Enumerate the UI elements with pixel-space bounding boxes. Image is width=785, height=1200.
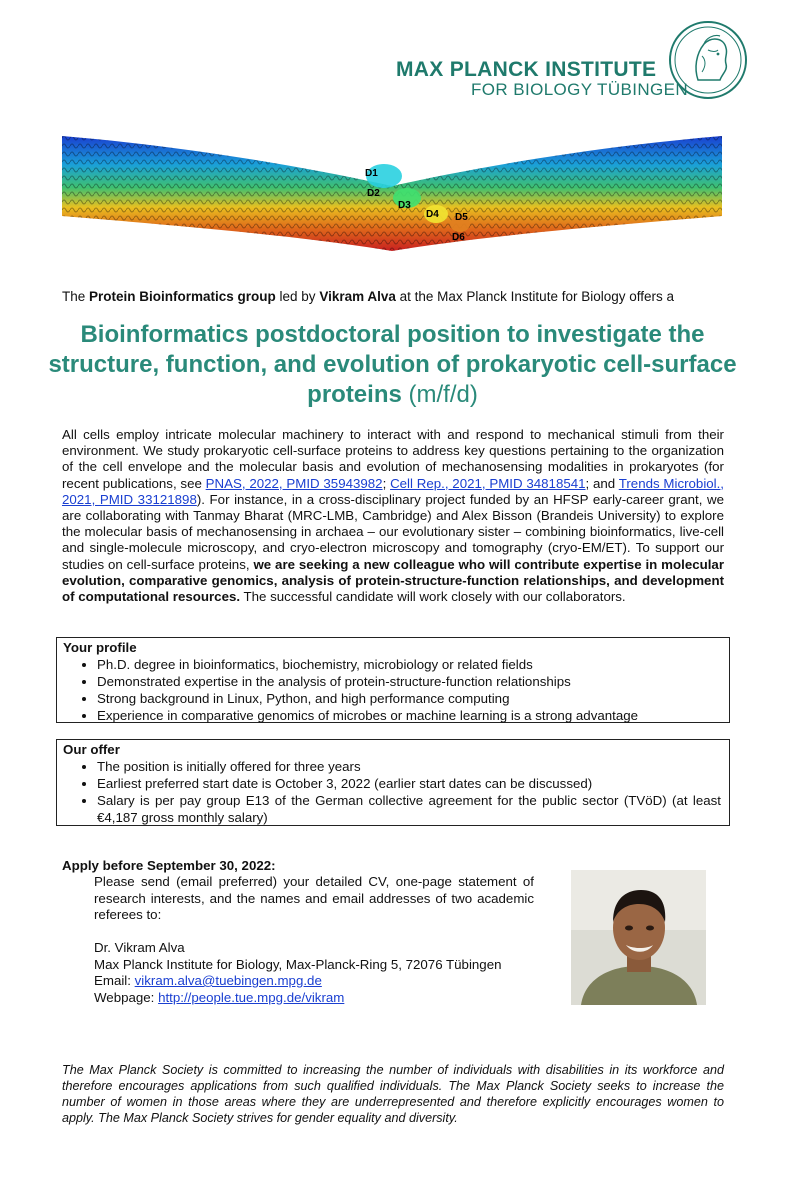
contact-web-row xyxy=(94,990,502,1007)
minerva-logo xyxy=(668,20,748,100)
institute-location: FOR BIOLOGY TÜBINGEN xyxy=(471,80,689,99)
pnas-link[interactable]: PNAS, 2022, PMID 35943982 xyxy=(205,475,383,491)
group-leader: Vikram Alva xyxy=(319,289,396,304)
cell-rep-link[interactable]: Cell Rep., 2021, PMID 34818541 xyxy=(390,475,586,491)
intro-middle: led by xyxy=(275,289,320,304)
intro-suffix: at the Max Planck Institute for Biology offers a xyxy=(395,289,675,304)
profile-item: • Experience in comparative genomics of microbes or machine learning is a strong advantage xyxy=(97,707,721,724)
portrait-photo xyxy=(571,870,706,1005)
description-part1: All cells employ intricate molecular machinery to interact with and respond to mechanical stimuli from their environment. We study prokaryotic cell-surface proteins to address key questions pertaining to the organization of the cell envelope and the molecular basis and evolution of mechanosensing modalities in prokaryotes (for recent publications, see xyxy=(62,427,724,491)
domain-label-d1: D1 xyxy=(365,168,378,179)
description-sep2: ; and xyxy=(585,475,619,491)
domain-label-d5: D5 xyxy=(455,212,468,223)
apply-heading: Apply before September 30, 2022: xyxy=(62,858,276,873)
profile-item: • Demonstrated expertise in the analysis of protein-structure-function relationships xyxy=(97,673,721,690)
position-title-main: Bioinformatics postdoctoral position to investigate the structure, function, and evolution of prokaryotic cell-surface proteins xyxy=(48,321,737,408)
offer-heading: Our offer xyxy=(63,742,120,757)
description-paragraph xyxy=(62,427,724,605)
profile-item: • Ph.D. degree in bioinformatics, biochemistry, microbiology or related fields xyxy=(97,656,721,673)
email-label: Email: xyxy=(94,973,135,988)
position-title-suffix: (m/f/d) xyxy=(401,381,478,408)
offer-box xyxy=(56,739,730,826)
profile-item: • Strong background in Linux, Python, and high performance computing xyxy=(97,690,721,707)
domain-label-d3: D3 xyxy=(398,200,411,211)
offer-item: • Salary is per pay group E13 of the German collective agreement for the public sector (TVöD) (at least €4,187 gross monthly salary) xyxy=(97,792,721,826)
offer-list xyxy=(63,758,721,826)
email-link[interactable]: vikram.alva@tuebingen.mpg.de xyxy=(134,973,322,988)
contact-name: Dr. Vikram Alva xyxy=(94,940,185,955)
group-name: Protein Bioinformatics group xyxy=(89,289,276,304)
contact-email-row xyxy=(94,973,502,990)
description-part2: ). For instance, in a cross-disciplinary project funded by an HFSP early-career grant, we are collaborating with Tanmay Bharat (MRC-LMB, Cambridge) and Alex Bisson (Brandeis University) to explore the molecular basis of mechanosensing in archaea – our evolutionary sister – combining bioinformatics, live-cell and single-molecule microscopy, and cryo-electron microscopy and tomography (cryo-EM/ET). To support our studies on cell-surface proteins, xyxy=(62,491,724,572)
protein-structure-image xyxy=(62,126,722,256)
profile-box xyxy=(56,637,730,723)
domain-label-d4: D4 xyxy=(426,209,439,220)
intro-line xyxy=(62,289,674,304)
domain-label-d2: D2 xyxy=(367,188,380,199)
offer-item: • Earliest preferred start date is October 3, 2022 (earlier start dates can be discussed) xyxy=(97,775,721,792)
description-sep1: ; xyxy=(382,475,391,491)
contact-address: Max Planck Institute for Biology, Max-Planck-Ring 5, 72076 Tübingen xyxy=(94,956,502,972)
position-title xyxy=(40,320,745,410)
intro-prefix: The xyxy=(62,289,90,304)
profile-heading: Your profile xyxy=(63,640,137,655)
domain-label-d6: D6 xyxy=(452,232,465,243)
description-part3: The successful candidate will work closely with our collaborators. xyxy=(240,589,626,605)
institute-name: MAX PLANCK INSTITUTE xyxy=(396,58,657,81)
profile-list xyxy=(63,656,721,724)
trends-microbiol-link[interactable]: Trends Microbiol., 2021, PMID 33121898 xyxy=(62,475,725,507)
contact-block xyxy=(94,940,502,1006)
equal-opportunity-statement: The Max Planck Society is committed to increasing the number of individuals with disabilities in its workforce and therefore encourages applications from such qualified individuals. The Max Planck Society seeks to increase the number of women in those areas where they are underrepresented and therefore explicitly encourages women to apply. The Max Planck Society strives for gender equality and diversity. xyxy=(62,1063,724,1125)
apply-instructions: Please send (email preferred) your detailed CV, one-page statement of research interests, and the names and email addresses of two academic referees to: xyxy=(94,874,534,922)
webpage-link[interactable]: http://people.tue.mpg.de/vikram xyxy=(158,989,345,1005)
description-highlight: we are seeking a new colleague who will contribute expertise in molecular evolution, comparative genomics, analysis of protein-structure-function relationships, and development of computational resources. xyxy=(62,556,724,605)
web-label: Webpage: xyxy=(94,989,159,1005)
offer-item: • The position is initially offered for three years xyxy=(97,758,721,775)
